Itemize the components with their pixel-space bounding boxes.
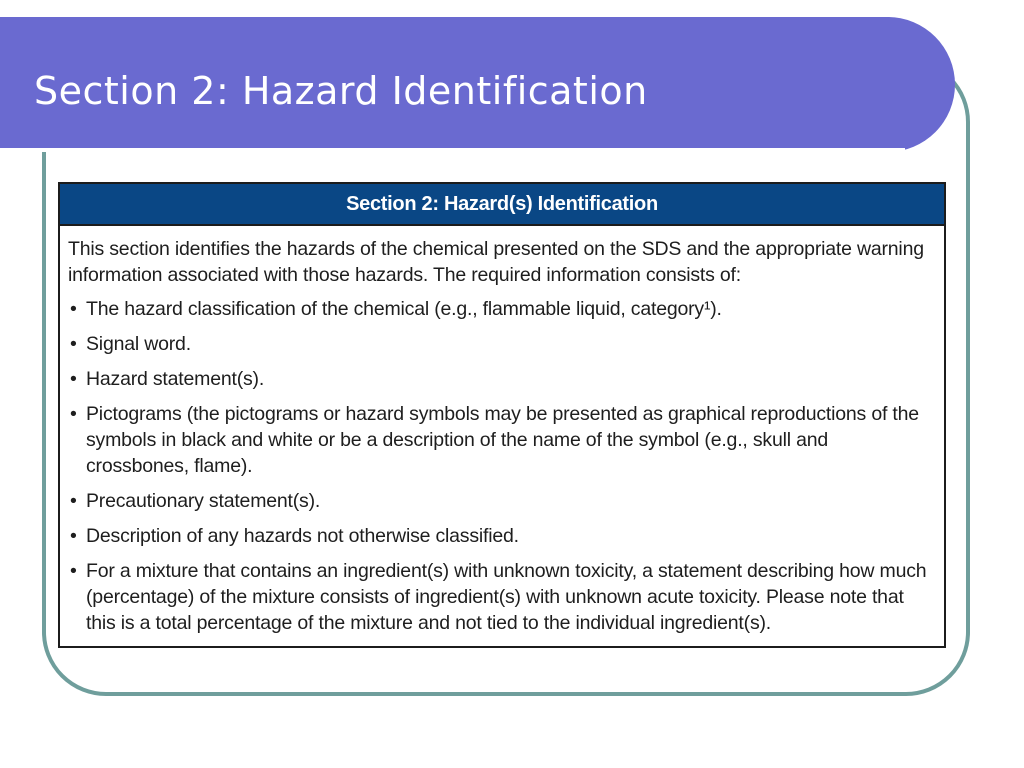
title-banner: [0, 17, 955, 152]
list-item-text: Hazard statement(s).: [86, 368, 265, 390]
hazard-identification-table: [58, 182, 946, 648]
bullet-icon: •: [70, 368, 77, 390]
slide-title: Section 2: Hazard Identification: [34, 69, 648, 113]
list-item-text: Precautionary statement(s).: [86, 490, 321, 512]
bullet-icon: •: [70, 490, 77, 512]
list-item: [68, 296, 932, 322]
list-item: [68, 558, 932, 636]
table-intro: This section identifies the hazards of the chemical presented on the SDS and the appropriate warning information associated with those hazards. The required information consists of:: [68, 238, 924, 286]
bullet-icon: •: [70, 525, 77, 547]
bullet-icon: •: [70, 298, 77, 320]
list-item: [68, 331, 932, 357]
bullet-icon: •: [70, 403, 77, 425]
list-item: [68, 523, 932, 549]
list-item-text: Pictograms (the pictograms or hazard symbols may be presented as graphical reproductions of the symbols in black and white or be a description of the name of the symbol (e.g., skull and crossbones, flame).: [86, 403, 919, 477]
list-item-text: The hazard classification of the chemical (e.g., flammable liquid, category¹).: [86, 298, 722, 320]
bullet-icon: •: [70, 333, 77, 355]
list-item-text: Description of any hazards not otherwise classified.: [86, 525, 519, 547]
list-item: [68, 488, 932, 514]
table-header: Section 2: Hazard(s) Identification: [60, 184, 944, 226]
list-item-text: Signal word.: [86, 333, 191, 355]
list-item: [68, 401, 932, 479]
list-item-text: For a mixture that contains an ingredient(s) with unknown toxicity, a statement describing how much (percentage) of the mixture consists of ingredient(s) with unknown acute toxicity. Please note that this is a total percentage of the mixture and not tied to the individual ingredient(s).: [86, 560, 927, 634]
bullet-icon: •: [70, 560, 77, 582]
list-item: [68, 366, 932, 392]
title-underline: [0, 148, 905, 152]
requirements-list: [68, 296, 932, 636]
table-body: [60, 226, 944, 636]
